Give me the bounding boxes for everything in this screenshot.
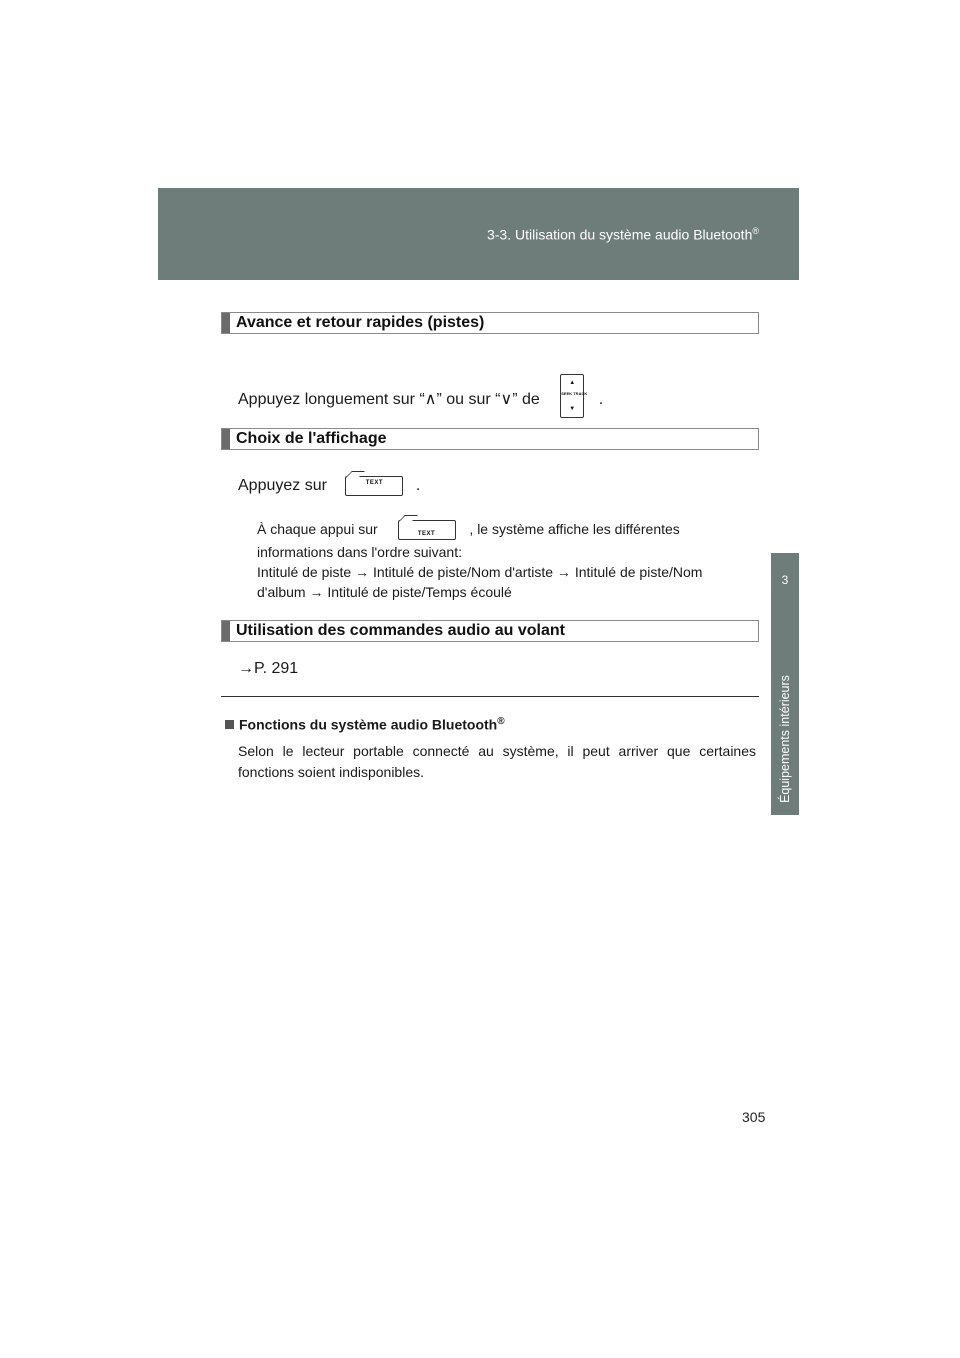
section-heading-fast-forward (221, 312, 759, 334)
display-detail-sequence: informations dans l'ordre suivant: Intitulé de piste → Intitulé de piste/Nom d'artiste → Intitulé de piste/Nom d'album → Intitulé de piste/Temps écoulé (257, 544, 703, 600)
note-body: Selon le lecteur portable connecté au système, il peut arriver que certaines fonctions soient indisponibles. (238, 743, 756, 780)
section-accent (222, 313, 230, 333)
divider (221, 696, 759, 697)
seek-track-button-icon: ▲ SEEK TRACK ▼ (560, 374, 584, 418)
page-reference-link[interactable]: →P. 291 (238, 660, 299, 677)
square-bullet-icon (225, 720, 234, 729)
page-number: 305 (742, 1109, 766, 1125)
section-accent (222, 621, 230, 641)
section-heading-label: Avance et retour rapides (pistes) (236, 314, 485, 331)
text-button-icon: TEXT (398, 520, 456, 540)
header-band (158, 188, 799, 280)
display-detail-first-line: À chaque appui sur TEXT , le système affiche les différentes (257, 519, 680, 540)
running-header: 3-3. Utilisation du système audio Bluetooth® (486, 226, 759, 243)
section-heading-display (221, 428, 759, 450)
fast-forward-instruction: Appuyez longuement sur “∧” ou sur “∨” de ▲ SEEK TRACK ▼ . (238, 374, 603, 418)
display-instruction: Appuyez sur TEXT . (238, 476, 420, 496)
text-button-icon: TEXT (345, 476, 403, 496)
section-heading-steering-controls (221, 620, 759, 642)
chapter-tab (771, 553, 799, 815)
chapter-label: Équipements intérieurs (778, 675, 792, 803)
section-heading-label: Utilisation des commandes audio au volant (236, 622, 565, 639)
chapter-number: 3 (781, 573, 789, 587)
section-heading-label: Choix de l'affichage (236, 430, 387, 447)
note-title: Fonctions du système audio Bluetooth® (225, 716, 505, 733)
section-accent (222, 429, 230, 449)
